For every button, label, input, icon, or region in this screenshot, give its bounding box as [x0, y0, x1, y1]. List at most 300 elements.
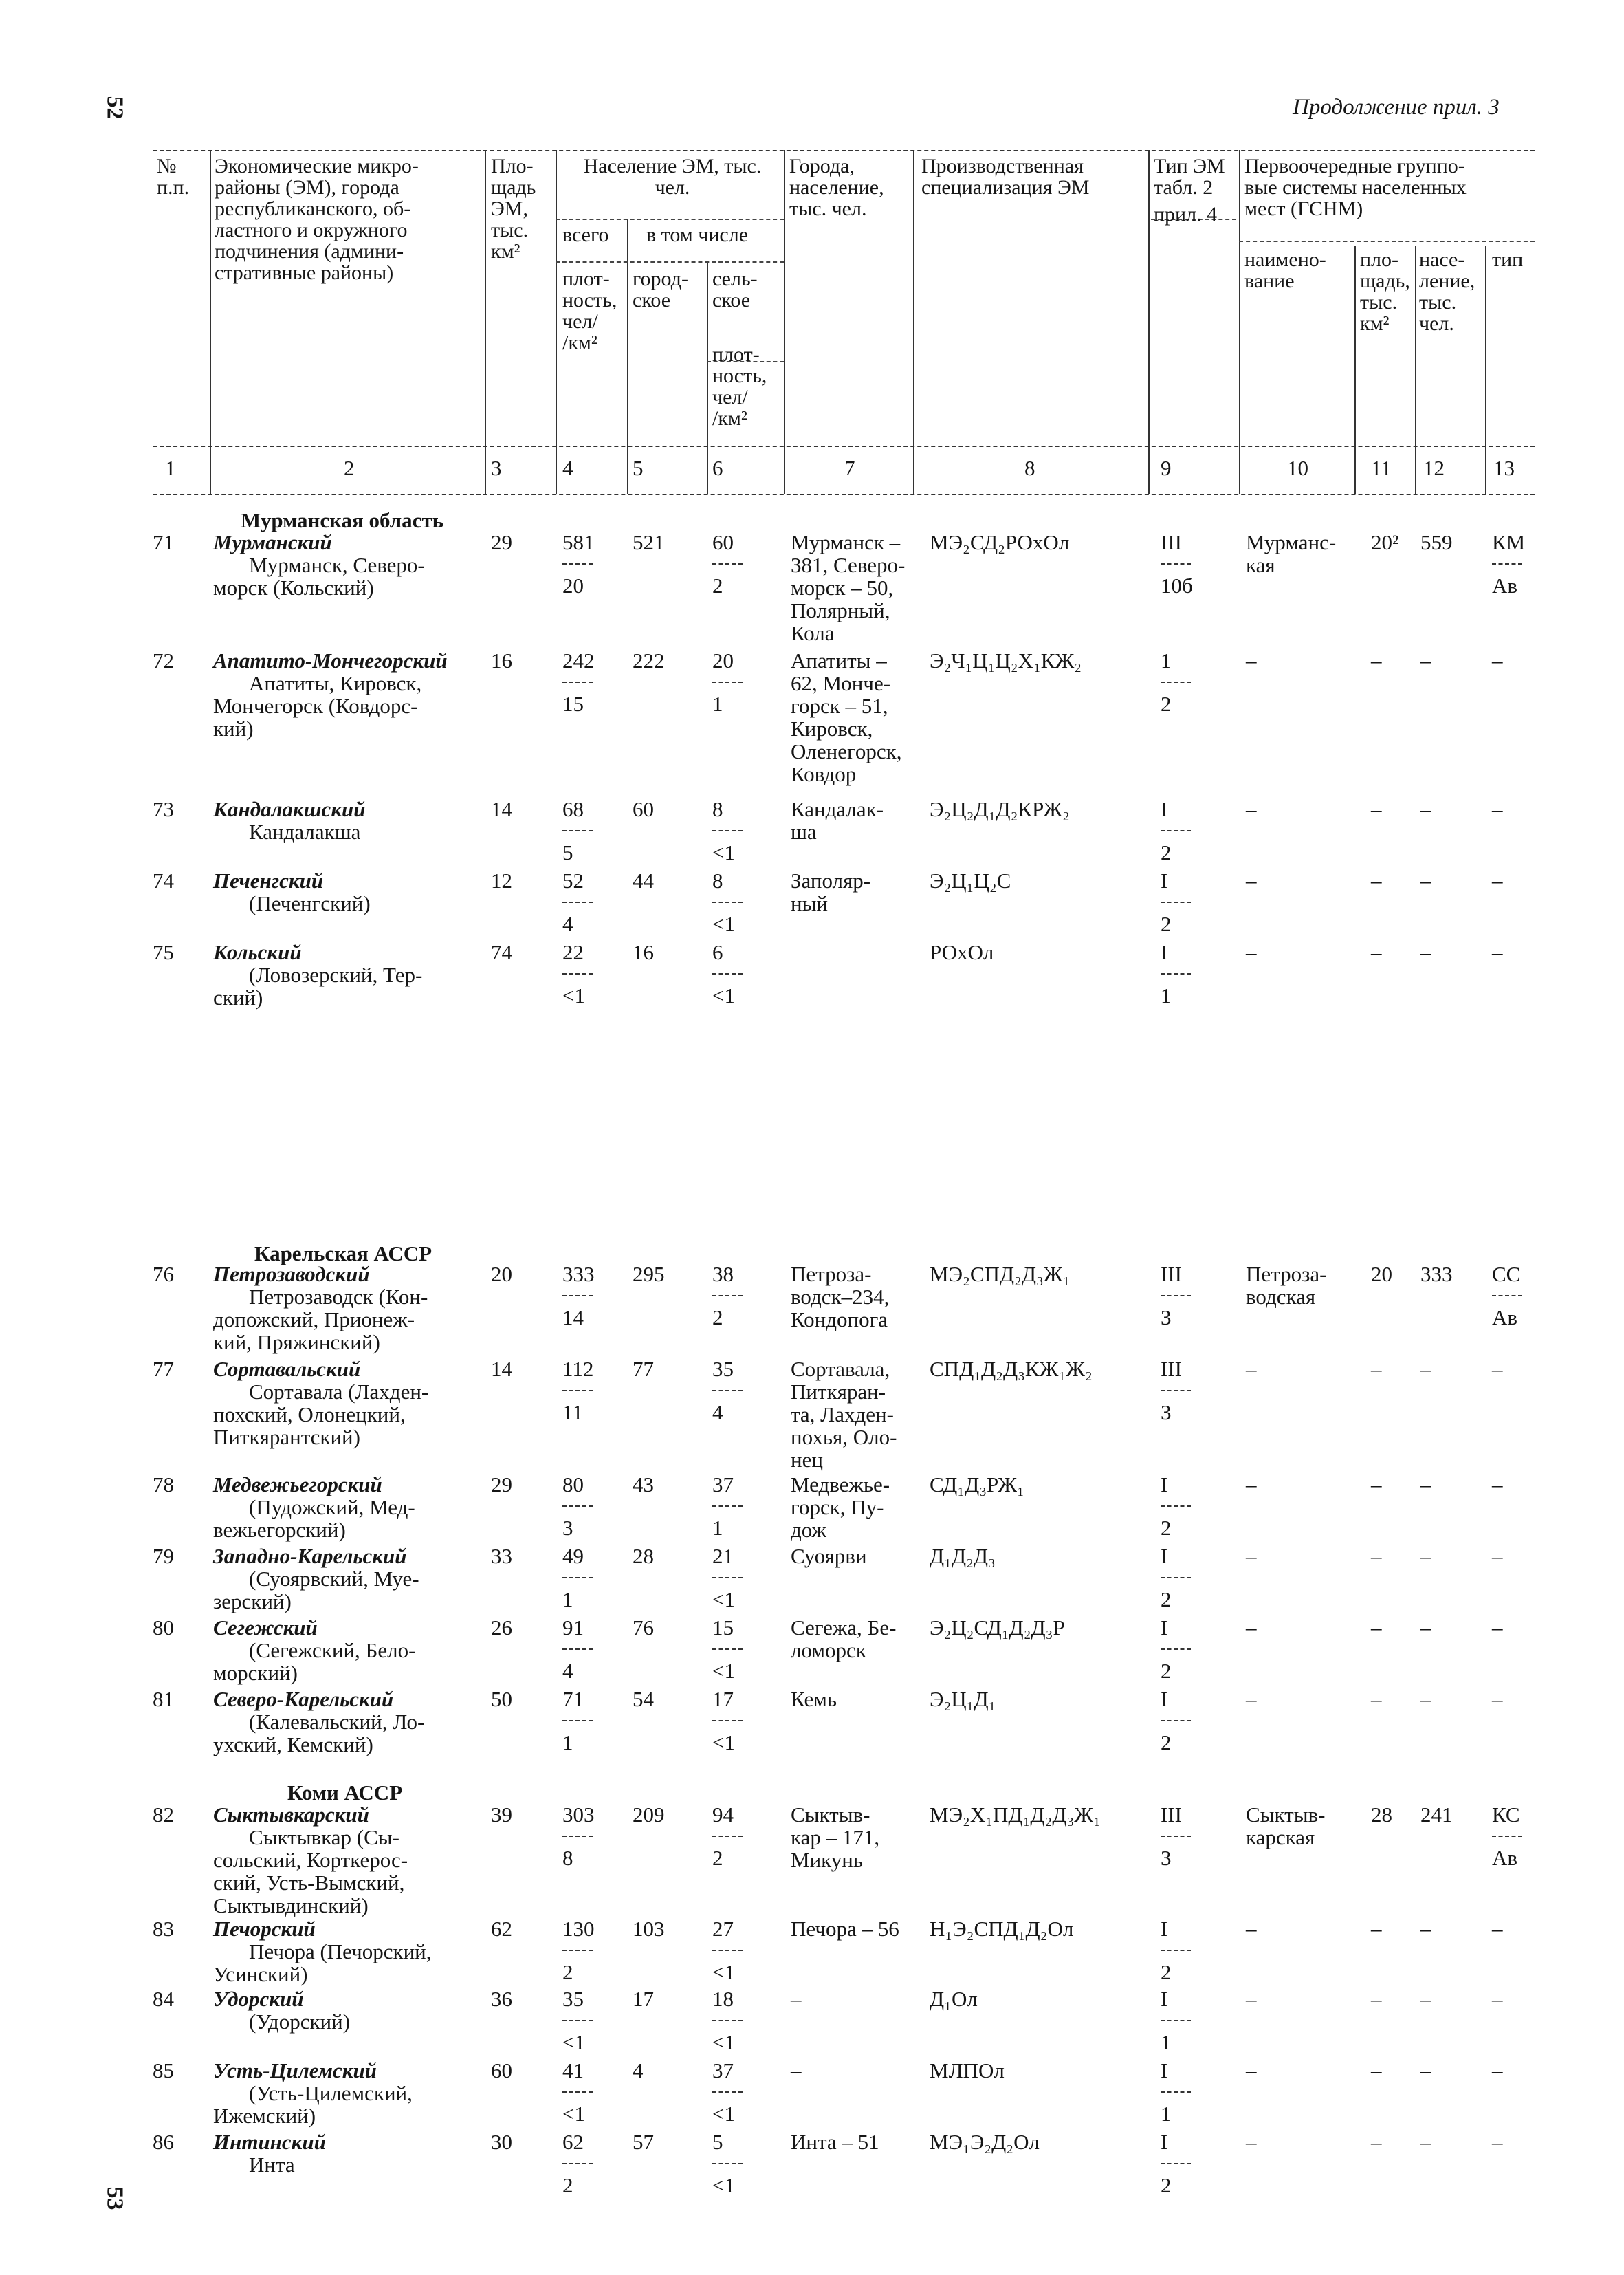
row-number: 81: [153, 1687, 174, 1711]
gsnm-name-cell: [1246, 1988, 1356, 2010]
population-total-sub-value: 15: [562, 692, 584, 716]
header-specialization: Производственная специализация ЭМ: [921, 155, 1090, 199]
population-total-sub-value: 2: [562, 2173, 573, 2197]
em-type-value: I: [1161, 2130, 1168, 2154]
cities-cell: [791, 798, 921, 843]
cities-line: Печора – 56: [791, 1917, 899, 1941]
population-total-fraction: [562, 649, 595, 715]
population-rural-value: 21: [712, 1544, 734, 1568]
population-rural-fraction: [712, 941, 743, 1007]
fraction-bar: [562, 2020, 593, 2021]
population-total: [562, 1473, 593, 1539]
urban-value: 57: [633, 2130, 654, 2154]
gsnm-name-cell: [1246, 1803, 1356, 1849]
gsnm-population-value: –: [1420, 1615, 1431, 1640]
header-gsnm-name: наимено- вание: [1244, 248, 1326, 292]
em-type: [1161, 1473, 1191, 1539]
gsnm-area-value: –: [1371, 649, 1382, 673]
population-total-value: 52: [562, 869, 584, 893]
em-type-fraction: [1161, 798, 1191, 864]
population-rural-fraction: [712, 1917, 743, 1983]
vrule: [707, 261, 708, 494]
gsnm-name-cell: [1246, 1473, 1356, 1496]
gsnm-population-value: –: [1420, 1687, 1431, 1711]
fraction-bar: [712, 830, 743, 831]
em-type-fraction: [1161, 1616, 1191, 1682]
colnum: 2: [344, 456, 355, 480]
em-type-value: I: [1161, 1687, 1168, 1711]
vrule: [1485, 246, 1486, 494]
em-type: [1161, 1688, 1191, 1754]
colnum: 8: [1024, 456, 1035, 480]
population-total-value: 35: [562, 1987, 584, 2011]
population-total-value: 581: [562, 530, 595, 554]
cities-line: водск–234,: [791, 1285, 890, 1309]
region-sub: (Усть-Цилемский,: [249, 2081, 413, 2105]
gsnm-area-value: –: [1371, 1615, 1382, 1640]
region-name: Удорский: [213, 1987, 304, 2011]
gsnm-area-value: –: [1371, 1472, 1382, 1496]
region-sub: ский): [213, 986, 263, 1010]
header-gsnm-area: пло- щадь, тыс. км²: [1360, 248, 1410, 335]
gsnm-area-value: –: [1371, 940, 1382, 964]
cities-line: Кировск,: [791, 717, 873, 741]
em-type-value: I: [1161, 1987, 1168, 2011]
population-total-value: 62: [562, 2130, 584, 2154]
vrule: [210, 150, 211, 494]
population-rural: [712, 2059, 743, 2125]
fraction-bar: [1161, 1648, 1191, 1650]
cities-line: Микунь: [791, 1848, 864, 1872]
fraction-bar: [562, 1505, 593, 1507]
population-rural: [712, 1358, 743, 1424]
population-rural: [712, 1803, 743, 1869]
population-rural: [712, 1917, 743, 1983]
vrule: [556, 150, 557, 494]
header-rural-density: плот- ность, чел/ /км²: [712, 343, 767, 430]
specialization-value: Э₂Ц₁Д₁: [930, 1687, 996, 1711]
specialization-value: МЭ₂СПД₂Д₃Ж₁: [930, 1262, 1071, 1286]
gsnm-type-value: –: [1492, 940, 1503, 964]
region-cell: [213, 649, 481, 740]
gsnm-population-value: 241: [1420, 1803, 1453, 1827]
specialization-value: МЭ₂Х₁ПД₁Д₂Д₃Ж₁: [930, 1803, 1101, 1827]
header-cities: Города, население, тыс. чел.: [789, 155, 884, 220]
population-total-fraction: [562, 798, 593, 864]
cities-line: горск – 51,: [791, 694, 888, 718]
population-rural-sub-value: <1: [712, 983, 735, 1008]
header-gsnm-pop: насе- ление, тыс. чел.: [1419, 248, 1475, 335]
em-type-value: III: [1161, 1803, 1182, 1827]
population-total: [562, 2131, 593, 2197]
gsnm-name-line: –: [1246, 1917, 1257, 1941]
area-value: 29: [491, 1472, 512, 1496]
em-type: [1161, 941, 1191, 1007]
gsnm-type-value: –: [1492, 2058, 1503, 2082]
population-rural: [712, 869, 743, 935]
region-sub: Петрозаводск (Кон-: [249, 1285, 428, 1309]
em-type: [1161, 869, 1191, 935]
em-type-sub-value: 2: [1161, 1960, 1172, 1984]
population-total-sub-value: 4: [562, 1659, 573, 1683]
colnum-bottom-rule: [153, 494, 1535, 495]
fraction-bar: [1161, 902, 1191, 903]
cities-line: Медвежье-: [791, 1472, 890, 1496]
region-name: Сортавальский: [213, 1357, 361, 1381]
region-cell: [213, 1988, 481, 2033]
region-name: Печорский: [213, 1917, 316, 1941]
gsnm-type-value: –: [1492, 649, 1503, 673]
gsnm-type: [1492, 531, 1525, 597]
vrule: [784, 150, 785, 494]
header-num: № п.п.: [157, 155, 190, 199]
gsnm-name-cell: [1246, 869, 1356, 892]
cities-line: Полярный,: [791, 598, 890, 622]
cities-cell: [791, 2131, 921, 2153]
population-rural: [712, 1688, 743, 1754]
gsnm-population-value: –: [1420, 869, 1431, 893]
row-number: 73: [153, 797, 174, 821]
specialization-value: МЛПОл: [930, 2058, 1005, 2082]
gsnm-name-line: –: [1246, 1687, 1257, 1711]
population-total-value: 242: [562, 649, 595, 673]
population-total: [562, 1263, 595, 1329]
population-rural: [712, 1616, 743, 1682]
colnum: 4: [562, 456, 573, 480]
gsnm-type-fraction: [1492, 531, 1525, 597]
gsnm-area-value: –: [1371, 2130, 1382, 2154]
population-total: [562, 531, 595, 597]
population-total-sub-value: 2: [562, 1960, 573, 1984]
cities-line: Апатиты –: [791, 649, 887, 673]
region-sub: кий): [213, 717, 254, 741]
population-total-fraction: [562, 1803, 595, 1869]
cities-line: горск, Пу-: [791, 1495, 884, 1519]
row-number: 80: [153, 1615, 174, 1640]
gsnm-name-line: водская: [1246, 1285, 1316, 1309]
population-total: [562, 2059, 593, 2125]
fraction-bar: [1161, 1577, 1191, 1578]
fraction-bar: [712, 2020, 743, 2021]
region-cell: [213, 1473, 481, 1541]
gsnm-area-value: –: [1371, 1357, 1382, 1381]
region-sub: допожский, Прионеж-: [213, 1307, 415, 1331]
population-rural-value: 6: [712, 940, 723, 964]
population-rural-value: 8: [712, 797, 723, 821]
population-total-sub-value: 1: [562, 1730, 573, 1754]
region-cell: [213, 941, 481, 1009]
fraction-bar: [712, 1950, 743, 1951]
population-total-sub-value: <1: [562, 983, 585, 1008]
population-rural: [712, 649, 743, 715]
area-value: 39: [491, 1803, 512, 1827]
gsnm-population-value: –: [1420, 2130, 1431, 2154]
population-total-sub-value: 3: [562, 1516, 573, 1540]
em-type: [1161, 531, 1193, 597]
em-type-sub-value: 3: [1161, 1400, 1172, 1424]
gsnm-name-line: –: [1246, 2058, 1257, 2082]
cities-line: Мурманск –: [791, 530, 901, 554]
colnum: 7: [844, 456, 855, 480]
colnum: 1: [165, 456, 176, 480]
em-type: [1161, 798, 1191, 864]
region-name: Усть-Цилемский: [213, 2058, 377, 2082]
population-total-sub-value: 5: [562, 840, 573, 864]
em-type-value: I: [1161, 2058, 1168, 2082]
vrule: [627, 219, 628, 494]
population-rural-value: 60: [712, 530, 734, 554]
colnum: 10: [1287, 456, 1308, 480]
fraction-bar: [712, 1505, 743, 1507]
region-name: Печенгский: [213, 869, 324, 893]
population-rural: [712, 941, 743, 1007]
cities-line: –: [791, 1987, 802, 2011]
fraction-bar: [712, 1295, 743, 1296]
population-rural-sub-value: <1: [712, 2030, 735, 2054]
population-rural-fraction: [712, 1616, 743, 1682]
colnum: 3: [491, 456, 502, 480]
em-type-sub-value: 1: [1161, 983, 1172, 1008]
header-density: плот- ность, чел/ /км²: [562, 268, 617, 354]
cities-line: ша: [791, 820, 817, 844]
population-total: [562, 1803, 595, 1869]
area-value: 62: [491, 1917, 512, 1941]
cities-line: Кемь: [791, 1687, 837, 1711]
header-inner-rule: [1239, 241, 1535, 242]
gsnm-name-line: –: [1246, 2130, 1257, 2154]
cities-line: Питкяран-: [791, 1380, 886, 1404]
em-type-fraction: [1161, 1688, 1191, 1754]
region-name: Петрозаводский: [213, 1262, 370, 1286]
em-type-value: III: [1161, 1357, 1182, 1381]
urban-value: 222: [633, 649, 665, 673]
em-type-fraction: [1161, 1358, 1191, 1424]
area-value: 14: [491, 1357, 512, 1381]
gsnm-population-value: –: [1420, 1917, 1431, 1941]
population-rural-sub-value: <1: [712, 912, 735, 936]
urban-value: 76: [633, 1615, 654, 1640]
colnum: 6: [712, 456, 723, 480]
em-type: [1161, 1545, 1191, 1611]
region-heading: Мурманская область: [241, 508, 444, 532]
population-rural-fraction: [712, 2059, 743, 2125]
population-rural: [712, 531, 743, 597]
cities-cell: [791, 1263, 921, 1331]
population-rural-fraction: [712, 649, 743, 715]
fraction-bar: [1161, 1836, 1191, 1837]
population-rural-fraction: [712, 1358, 743, 1424]
region-heading: Коми АССР: [287, 1781, 403, 1805]
cities-cell: [791, 1545, 921, 1567]
cities-line: Сегежа, Бе-: [791, 1615, 897, 1640]
em-type-fraction: [1161, 1545, 1191, 1611]
gsnm-area-value: –: [1371, 797, 1382, 821]
gsnm-name-cell: [1246, 2131, 1356, 2153]
population-total-sub-value: 1: [562, 1587, 573, 1611]
population-rural-sub-value: 1: [712, 1516, 723, 1540]
gsnm-type-value: –: [1492, 797, 1503, 821]
fraction-bar: [712, 682, 743, 683]
region-sub: Кандалакша: [249, 820, 361, 844]
region-sub: Мончегорск (Ковдорс-: [213, 694, 418, 718]
population-rural-sub-value: 2: [712, 1305, 723, 1329]
fraction-bar: [1492, 1295, 1522, 1296]
fraction-bar: [1161, 2163, 1191, 2164]
row-number: 72: [153, 649, 174, 673]
gsnm-population-value: –: [1420, 1544, 1431, 1568]
area-value: 20: [491, 1262, 512, 1286]
gsnm-type-sub-value: Ав: [1492, 574, 1518, 598]
population-total-fraction: [562, 1473, 593, 1539]
population-total-value: 41: [562, 2058, 584, 2082]
population-rural-sub-value: 1: [712, 692, 723, 716]
cities-line: Кандалак-: [791, 797, 884, 821]
population-rural: [712, 1263, 743, 1329]
em-type-fraction: [1161, 1917, 1191, 1983]
gsnm-population-value: –: [1420, 1987, 1431, 2011]
colnum: 5: [633, 456, 644, 480]
population-total-value: 49: [562, 1544, 584, 1568]
vrule: [913, 150, 914, 494]
region-sub: Усинский): [213, 1962, 308, 1986]
specialization-value: Д₁Д₂Д₃: [930, 1544, 996, 1568]
region-cell: [213, 1688, 481, 1756]
area-value: 16: [491, 649, 512, 673]
population-total-fraction: [562, 1988, 593, 2054]
fraction-bar: [1161, 1390, 1191, 1391]
gsnm-name-cell: [1246, 1263, 1356, 1308]
population-total: [562, 1358, 593, 1424]
cities-cell: [791, 1803, 921, 1871]
gsnm-name-line: –: [1246, 869, 1257, 893]
vrule: [1239, 150, 1240, 494]
population-rural-value: 94: [712, 1803, 734, 1827]
colnum: 9: [1161, 456, 1172, 480]
population-rural-fraction: [712, 1545, 743, 1611]
cities-line: Сортавала,: [791, 1357, 890, 1381]
population-total: [562, 649, 595, 715]
population-total-fraction: [562, 1263, 595, 1329]
cities-line: Ковдор: [791, 762, 857, 786]
gsnm-area-value: 28: [1371, 1803, 1392, 1827]
row-number: 76: [153, 1262, 174, 1286]
header-region: Экономические микро- районы (ЭМ), города республиканского, об- ластного и окружного подчинения (админи- стративные районы): [215, 155, 419, 284]
cities-line: нец: [791, 1448, 823, 1472]
gsnm-type-fraction: [1492, 1263, 1522, 1329]
em-type: [1161, 1917, 1191, 1983]
cities-line: –: [791, 2058, 802, 2082]
population-total-value: 130: [562, 1917, 595, 1941]
cities-cell: [791, 1358, 921, 1471]
fraction-bar: [712, 2163, 743, 2164]
gsnm-type-value: КМ: [1492, 530, 1526, 554]
region-sub: (Сегежский, Бело-: [249, 1638, 416, 1662]
population-total-fraction: [562, 869, 593, 935]
em-type-value: I: [1161, 869, 1168, 893]
fraction-bar: [1161, 1950, 1191, 1951]
population-total-fraction: [562, 2131, 593, 2197]
area-value: 29: [491, 530, 512, 554]
fraction-bar: [562, 682, 593, 683]
population-rural: [712, 1988, 743, 2054]
em-type: [1161, 2059, 1191, 2125]
vrule: [1148, 150, 1150, 494]
fraction-bar: [1161, 1505, 1191, 1507]
population-total-value: 68: [562, 797, 584, 821]
cities-cell: [791, 869, 921, 915]
em-type-sub-value: 10б: [1161, 574, 1193, 598]
region-sub: сольский, Корткерос-: [213, 1848, 408, 1872]
gsnm-name-line: Мурманс-: [1246, 530, 1337, 554]
em-type-value: III: [1161, 530, 1182, 554]
population-rural-fraction: [712, 1473, 743, 1539]
population-total-fraction: [562, 1616, 593, 1682]
em-type-sub-value: 2: [1161, 1659, 1172, 1683]
population-rural: [712, 2131, 743, 2197]
gsnm-name-cell: [1246, 1358, 1356, 1380]
region-name: Медвежьегорский: [213, 1472, 382, 1496]
fraction-bar: [562, 2091, 593, 2093]
population-rural-value: 8: [712, 869, 723, 893]
gsnm-name-cell: [1246, 1688, 1356, 1710]
gsnm-area-value: –: [1371, 1544, 1382, 1568]
area-value: 14: [491, 797, 512, 821]
population-total-value: 303: [562, 1803, 595, 1827]
em-type: [1161, 2131, 1191, 2197]
gsnm-name-cell: [1246, 531, 1356, 576]
row-number: 74: [153, 869, 174, 893]
gsnm-name-cell: [1246, 1616, 1356, 1639]
em-type-sub-value: 3: [1161, 1305, 1172, 1329]
fraction-bar: [562, 830, 593, 831]
urban-value: 103: [633, 1917, 665, 1941]
fraction-bar: [1161, 563, 1191, 565]
gsnm-name-cell: [1246, 1545, 1356, 1567]
header-bottom-rule: [153, 446, 1535, 447]
region-name: Северо-Карельский: [213, 1687, 394, 1711]
urban-value: 209: [633, 1803, 665, 1827]
region-sub: Сыктывдинский): [213, 1893, 369, 1917]
fraction-bar: [1161, 2091, 1191, 2093]
area-value: 12: [491, 869, 512, 893]
urban-value: 60: [633, 797, 654, 821]
row-number: 71: [153, 530, 174, 554]
population-rural-value: 27: [712, 1917, 734, 1941]
cities-cell: [791, 2059, 921, 2082]
gsnm-population-value: –: [1420, 649, 1431, 673]
population-rural-fraction: [712, 869, 743, 935]
vrule: [1354, 246, 1356, 494]
cities-line: Петроза-: [791, 1262, 872, 1286]
colnum: 13: [1493, 456, 1515, 480]
gsnm-name-line: –: [1246, 940, 1257, 964]
area-value: 30: [491, 2130, 512, 2154]
cities-cell: [791, 1688, 921, 1710]
gsnm-name-cell: [1246, 2059, 1356, 2082]
specialization-value: Э₂Ц₁Ц₂С: [930, 869, 1011, 893]
population-rural-sub-value: <1: [712, 1960, 735, 1984]
region-sub: Инта: [249, 2153, 295, 2177]
region-sub: Питкярантский): [213, 1425, 360, 1449]
area-value: 60: [491, 2058, 512, 2082]
row-number: 78: [153, 1472, 174, 1496]
header-inner-rule: [556, 219, 784, 220]
gsnm-name-cell: [1246, 1917, 1356, 1940]
em-type-fraction: [1161, 1988, 1191, 2054]
specialization-value: Э₂Ц₂СД₁Д₂Д₃Р: [930, 1615, 1065, 1640]
gsnm-type-value: –: [1492, 869, 1503, 893]
population-total: [562, 1616, 593, 1682]
